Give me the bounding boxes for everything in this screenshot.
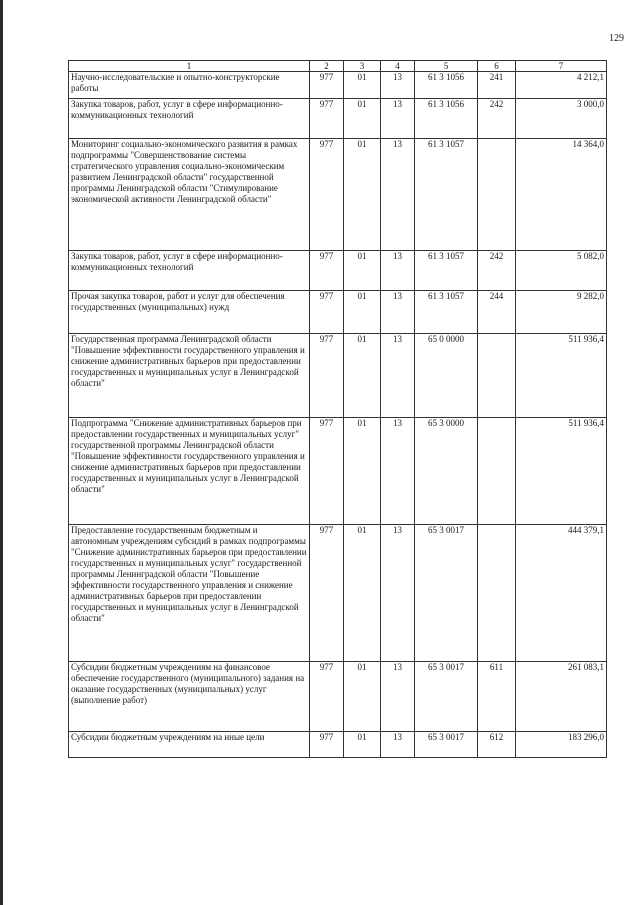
cell-code: 977 bbox=[310, 72, 344, 99]
table-row bbox=[69, 662, 607, 732]
cell-section: 01 bbox=[344, 99, 381, 139]
cell-amount: 183 296,0 bbox=[516, 732, 607, 758]
cell-expense-type: 612 bbox=[478, 732, 516, 758]
cell-target-article: 61 3 1057 bbox=[415, 251, 478, 291]
table-row bbox=[69, 139, 607, 251]
cell-code: 977 bbox=[310, 334, 344, 418]
cell-subsection: 13 bbox=[381, 99, 415, 139]
cell-amount: 14 364,0 bbox=[516, 139, 607, 251]
cell-section: 01 bbox=[344, 418, 381, 525]
cell-section: 01 bbox=[344, 732, 381, 758]
cell-target-article: 65 3 0017 bbox=[415, 662, 478, 732]
cell-target-article: 61 3 1056 bbox=[415, 72, 478, 99]
row-description: Субсидии бюджетным учреждениям на финансовое обеспечение государственного (муниципального) задания на оказание государственных (муниципальных) услуг (выполнение работ) bbox=[69, 662, 310, 732]
page-number: 129 bbox=[609, 33, 624, 44]
cell-expense-type: 242 bbox=[478, 251, 516, 291]
cell-subsection: 13 bbox=[381, 251, 415, 291]
cell-code: 977 bbox=[310, 291, 344, 334]
cell-section: 01 bbox=[344, 72, 381, 99]
header-col-3: 3 bbox=[344, 61, 381, 72]
cell-target-article: 61 3 1057 bbox=[415, 291, 478, 334]
cell-amount: 444 379,1 bbox=[516, 525, 607, 662]
cell-expense-type: 611 bbox=[478, 662, 516, 732]
cell-expense-type: 242 bbox=[478, 99, 516, 139]
cell-target-article: 65 3 0000 bbox=[415, 418, 478, 525]
budget-table bbox=[68, 60, 607, 758]
cell-code: 977 bbox=[310, 139, 344, 251]
cell-section: 01 bbox=[344, 139, 381, 251]
cell-amount: 4 212,1 bbox=[516, 72, 607, 99]
table-row bbox=[69, 418, 607, 525]
cell-section: 01 bbox=[344, 662, 381, 732]
cell-subsection: 13 bbox=[381, 525, 415, 662]
cell-code: 977 bbox=[310, 662, 344, 732]
cell-amount: 5 082,0 bbox=[516, 251, 607, 291]
cell-expense-type bbox=[478, 139, 516, 251]
cell-code: 977 bbox=[310, 99, 344, 139]
cell-expense-type bbox=[478, 334, 516, 418]
cell-subsection: 13 bbox=[381, 662, 415, 732]
cell-code: 977 bbox=[310, 251, 344, 291]
cell-target-article: 61 3 1056 bbox=[415, 99, 478, 139]
cell-code: 977 bbox=[310, 732, 344, 758]
cell-expense-type: 244 bbox=[478, 291, 516, 334]
table-header-row bbox=[69, 61, 607, 72]
table-row bbox=[69, 291, 607, 334]
row-description: Предоставление государственным бюджетным и автономным учреждениям субсидий в рамках подпрограммы "Снижение административных барьеров при предоставлении государственных и муниципальных услуг" государственной программы Ленинградской области "Повышение эффективности государственного управления и снижение административных барьеров при предоставлении государственных и муниципальных услуг в Ленинградской области" bbox=[69, 525, 310, 662]
header-col-7: 7 bbox=[516, 61, 607, 72]
row-description: Закупка товаров, работ, услуг в сфере информационно-коммуникационных технологий bbox=[69, 251, 310, 291]
row-description: Подпрограмма "Снижение административных барьеров при предоставлении государственных и муниципальных услуг" государственной программы Ленинградской области "Повышение эффективности государственного управления и снижение административных барьеров при предоставлении государственных и муниципальных услуг в Ленинградской области" bbox=[69, 418, 310, 525]
row-description: Закупка товаров, работ, услуг в сфере информационно-коммуникационных технологий bbox=[69, 99, 310, 139]
cell-subsection: 13 bbox=[381, 732, 415, 758]
header-col-2: 2 bbox=[310, 61, 344, 72]
row-description: Прочая закупка товаров, работ и услуг для обеспечения государственных (муниципальных) нужд bbox=[69, 291, 310, 334]
table-row bbox=[69, 732, 607, 758]
cell-amount: 3 000,0 bbox=[516, 99, 607, 139]
cell-subsection: 13 bbox=[381, 291, 415, 334]
cell-amount: 511 936,4 bbox=[516, 334, 607, 418]
cell-target-article: 65 0 0000 bbox=[415, 334, 478, 418]
header-col-5: 5 bbox=[415, 61, 478, 72]
header-col-1: 1 bbox=[69, 61, 310, 72]
row-description: Государственная программа Ленинградской области "Повышение эффективности государственного управления и снижение административных барьеров при предоставлении государственных и муниципальных услуг в Ленинградской области" bbox=[69, 334, 310, 418]
cell-target-article: 65 3 0017 bbox=[415, 732, 478, 758]
table-row bbox=[69, 525, 607, 662]
cell-amount: 261 083,1 bbox=[516, 662, 607, 732]
cell-expense-type bbox=[478, 418, 516, 525]
cell-subsection: 13 bbox=[381, 139, 415, 251]
cell-section: 01 bbox=[344, 251, 381, 291]
header-col-6: 6 bbox=[478, 61, 516, 72]
cell-amount: 511 936,4 bbox=[516, 418, 607, 525]
cell-code: 977 bbox=[310, 525, 344, 662]
cell-section: 01 bbox=[344, 525, 381, 662]
cell-code: 977 bbox=[310, 418, 344, 525]
cell-amount: 9 282,0 bbox=[516, 291, 607, 334]
cell-subsection: 13 bbox=[381, 72, 415, 99]
cell-section: 01 bbox=[344, 334, 381, 418]
table-row bbox=[69, 72, 607, 99]
table-row bbox=[69, 99, 607, 139]
header-col-4: 4 bbox=[381, 61, 415, 72]
cell-expense-type bbox=[478, 525, 516, 662]
cell-target-article: 61 3 1057 bbox=[415, 139, 478, 251]
table-row bbox=[69, 334, 607, 418]
cell-subsection: 13 bbox=[381, 418, 415, 525]
table-row bbox=[69, 251, 607, 291]
row-description: Мониторинг социально-экономического развития в рамках подпрограммы "Совершенствование системы стратегического управления социально-экономическим развитием Ленинградской области" государственной программы Ленинградской области "Стимулирование экономической активности Ленинградской области" bbox=[69, 139, 310, 251]
row-description: Научно-исследовательские и опытно-конструкторские работы bbox=[69, 72, 310, 99]
row-description: Субсидии бюджетным учреждениям на иные цели bbox=[69, 732, 310, 758]
cell-expense-type: 241 bbox=[478, 72, 516, 99]
cell-target-article: 65 3 0017 bbox=[415, 525, 478, 662]
cell-subsection: 13 bbox=[381, 334, 415, 418]
scan-edge bbox=[0, 0, 3, 905]
cell-section: 01 bbox=[344, 291, 381, 334]
